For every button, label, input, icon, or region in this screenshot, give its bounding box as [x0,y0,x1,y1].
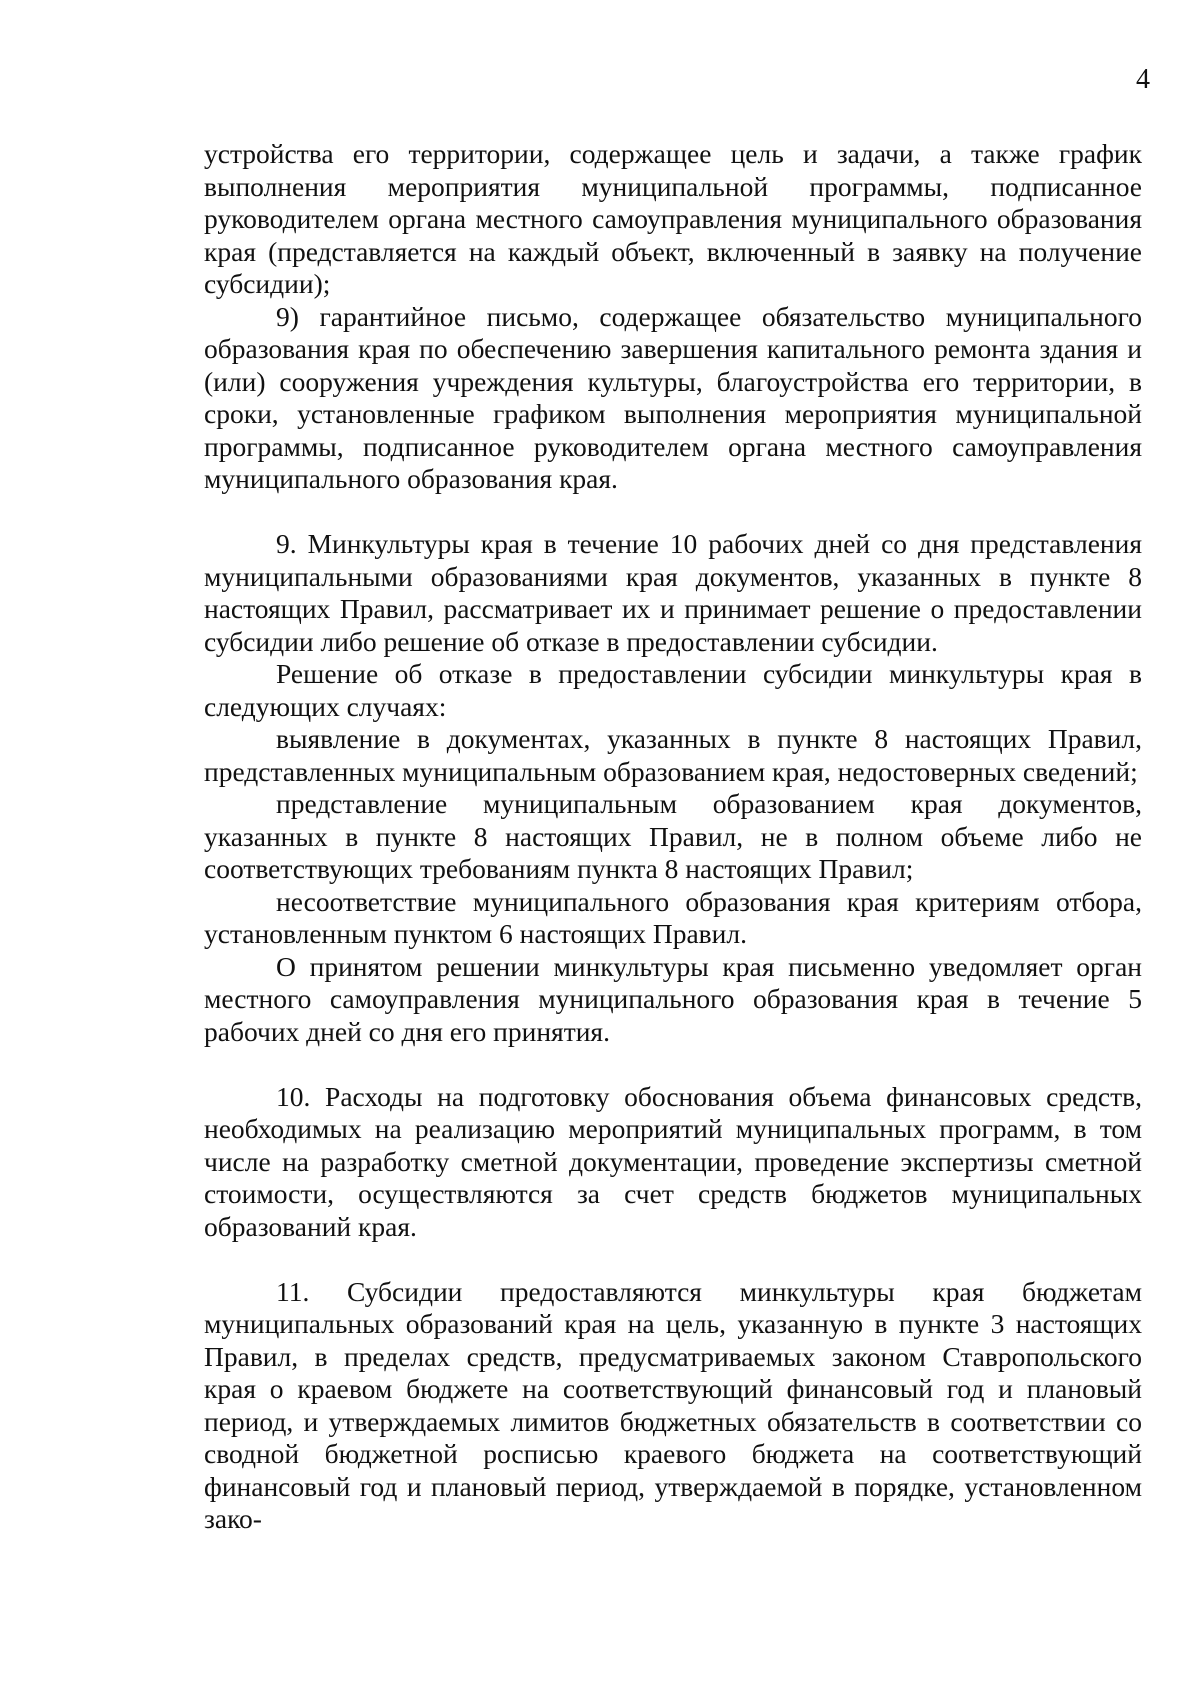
paragraph-item-9-guarantee-letter: 9) гарантийное письмо, содержащее обязательство муниципального образования края по обеспечению завершения капитального ремонта здания и (или) сооружения учреждения культуры, благоустройства его территории, в сроки, установленные графиком выполнения мероприятия муниципальной программы, подписанное руководителем органа местного самоуправления муниципального образования края. [204,300,1142,494]
paragraph-continuation: устройства его территории, содержащее цель и задачи, а также график выполнения мероприятия муниципальной программы, подписанное руководителем органа местного самоуправления муниципального образования края (представляется на каждый объект, включенный в заявку на получение субсидии); [204,138,1142,299]
paragraph-gap [204,1048,1142,1081]
paragraph-refusal-intro: Решение об отказе в предоставлении субсидии минкультуры края в следующих случаях: [204,658,1142,722]
paragraph-refusal-case-1: выявление в документах, указанных в пункте 8 настоящих Правил, представленных муниципальным образованием края, недостоверных сведений; [204,723,1142,787]
page-number: 4 [1136,64,1150,95]
paragraph-notification: О принятом решении минкультуры края письменно уведомляет орган местного самоуправления муниципального образования края в течение 5 рабочих дней со дня его принятия. [204,950,1142,1047]
paragraph-section-11: 11. Субсидии предоставляются минкультуры края бюджетам муниципальных образований края на цель, указанную в пункте 3 настоящих Правил, в пределах средств, предусматриваемых законом Ставропольского края о краевом бюджете на соответствующий финансовый год и плановый период, и утверждаемых лимитов бюджетных обязательств в соответствии со сводной бюджетной росписью краевого бюджета на соответствующий финансовый год и плановый период, утверждаемой в порядке, установленном зако- [204,1275,1142,1534]
paragraph-section-9: 9. Минкультуры края в течение 10 рабочих дней со дня представления муниципальными образованиями края документов, указанных в пункте 8 настоящих Правил, рассматривает их и принимает решение о предоставлении субсидии либо решение об отказе в предоставлении субсидии. [204,528,1142,657]
document-body [204,138,1142,1536]
paragraph-refusal-case-2: представление муниципальным образованием края документов, указанных в пункте 8 настоящих Правил, не в полном объеме либо не соответствующих требованиям пункта 8 настоящих Правил; [204,788,1142,884]
paragraph-gap [204,1243,1142,1276]
paragraph-section-10: 10. Расходы на подготовку обоснования объема финансовых средств, необходимых на реализацию мероприятий муниципальных программ, в том числе на разработку сметной документации, проведение экспертизы сметной стоимости, осуществляются за счет средств бюджетов муниципальных образований края. [204,1080,1142,1242]
paragraph-gap [204,496,1142,529]
paragraph-refusal-case-3: несоответствие муниципального образования края критериям отбора, установленным пунктом 6 настоящих Правил. [204,885,1142,949]
